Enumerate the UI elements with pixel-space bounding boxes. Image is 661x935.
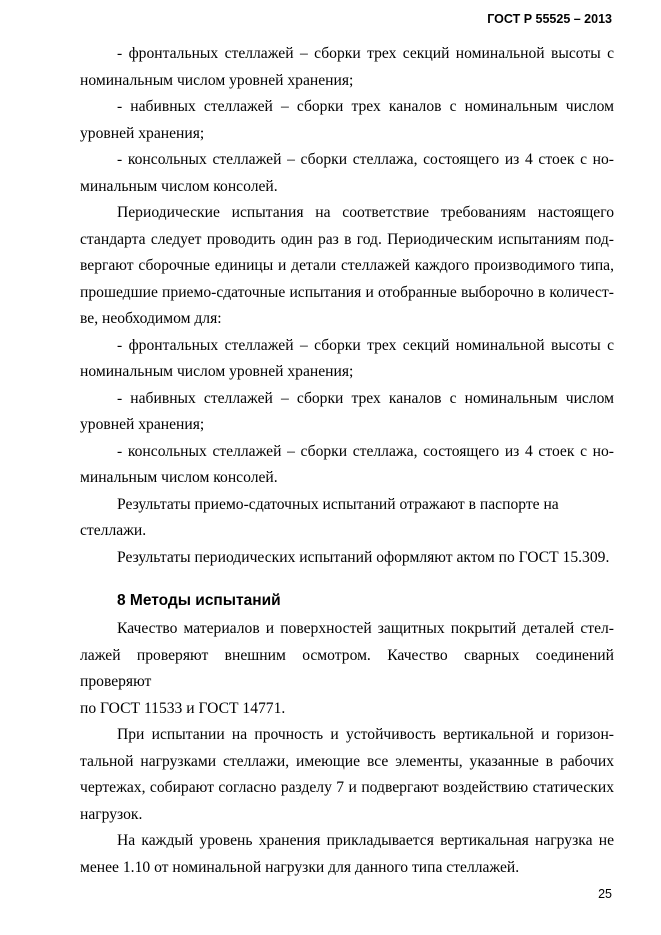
- text-line: уровней хранения;: [80, 124, 205, 142]
- page-number: 25: [598, 887, 612, 901]
- text-line: ве, необходимом для:: [80, 310, 222, 327]
- text-line: тальной нагрузками стеллажи, имеющие все элементы, указанные в рабочих: [80, 752, 614, 770]
- text-line: На каждый уровень хранения прикладывается вертикальная нагрузка не: [117, 832, 614, 849]
- text-line: нагрузок.: [80, 805, 143, 823]
- text-line: уровней хранения;: [80, 416, 205, 433]
- text-line: - набивных стеллажей – сборки трех каналов с номинальным числом: [117, 389, 614, 407]
- text-line: вергают сборочные единицы и детали стеллажей каждого производимого типа,: [80, 257, 614, 274]
- text-line: менее 1.10 от номинальной нагрузки для данного типа стеллажей.: [80, 858, 520, 876]
- section-spacer: [80, 571, 614, 588]
- text-line: номинальным числом уровней хранения;: [80, 71, 354, 89]
- text-line: Результаты периодических испытаний оформляют актом по ГОСТ 15.309.: [117, 548, 610, 566]
- text-line: лажей проверяют внешним осмотром. Качество сварных соединений проверяют: [80, 646, 614, 690]
- text-line: Периодические испытания на соответствие требованиям настоящего: [117, 204, 614, 221]
- text-line: - фронтальных стеллажей – сборки трех секций номинальной высоты с: [117, 336, 614, 354]
- document-header: ГОСТ Р 55525 – 2013: [487, 12, 612, 26]
- text-line: минальным числом консолей.: [80, 469, 278, 486]
- text-line: Качество материалов и поверхностей защитных покрытий деталей стел-: [117, 620, 614, 637]
- text-line: стеллажи.: [80, 522, 147, 539]
- section-heading: 8 Методы испытаний: [117, 592, 281, 609]
- text-line: Результаты приемо-сдаточных испытаний отражают в паспорте на: [117, 495, 559, 513]
- text-line: - фронтальных стеллажей – сборки трех секций номинальной высоты с: [117, 45, 614, 62]
- text-line: номинальным числом уровней хранения;: [80, 363, 354, 380]
- text-line: - консольных стеллажей – сборки стеллажа, состоящего из 4 стоек с но-: [117, 442, 614, 460]
- text-line: прошедшие приемо-сдаточные испытания и отобранные выборочно в количест-: [80, 283, 614, 301]
- text-line: При испытании на прочность и устойчивость вертикальной и горизон-: [117, 726, 614, 743]
- text-line: по ГОСТ 11533 и ГОСТ 14771.: [80, 699, 286, 717]
- text-line: стандарта следует проводить один раз в год. Периодическим испытаниям под-: [80, 230, 614, 248]
- text-line: минальным числом консолей.: [80, 177, 278, 195]
- text-line: - набивных стеллажей – сборки трех каналов с номинальным числом: [117, 98, 614, 115]
- document-body: [80, 41, 614, 881]
- text-line: - консольных стеллажей – сборки стеллажа, состоящего из 4 стоек с но-: [117, 151, 614, 168]
- text-line: чертежах, собирают согласно разделу 7 и подвергают воздействию статических: [80, 779, 614, 796]
